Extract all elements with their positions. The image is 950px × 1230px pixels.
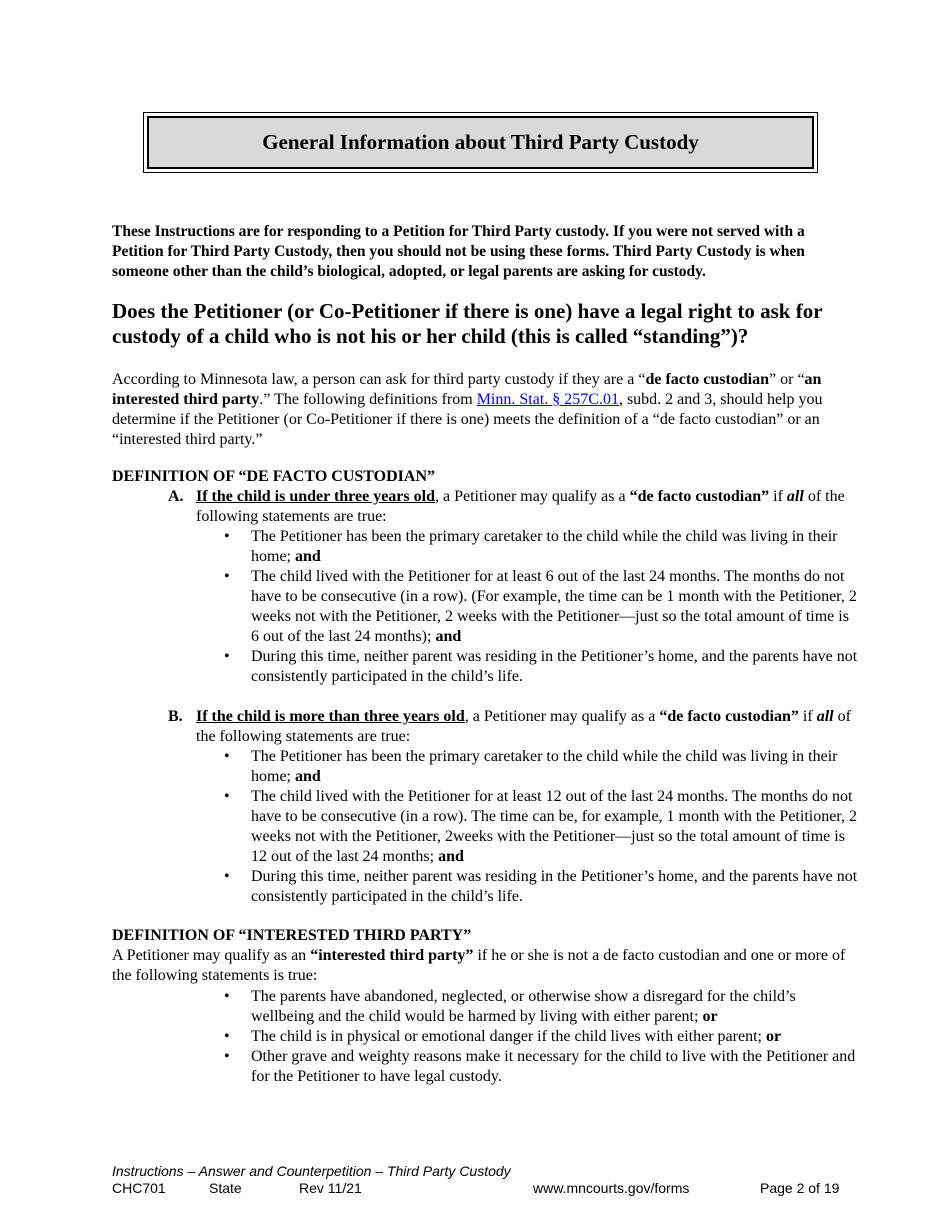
itp-list-container (168, 987, 868, 1087)
form-state: State (209, 1180, 242, 1196)
bullet-list (224, 747, 868, 907)
footer-url: www.mncourts.gov/forms (533, 1180, 690, 1196)
intro-paragraph: These Instructions are for responding to a Petition for Third Party custody. If you were not served with a Petition for Third Party Custody, then you should not be using these forms. Third Party Custody is when someone other than the child’s biological, adopted, or legal parents are asking for custody. (112, 223, 805, 280)
definition-b (168, 707, 868, 907)
bullet-list (224, 987, 868, 1087)
list-item: • During this time, neither parent was residing in the Petitioner’s home, and the parents have not consistently participated in the child’s life. (224, 867, 858, 907)
item-letter: B. (168, 708, 183, 725)
item-lead-text: If the child is under three years old, a Petitioner may qualify as a “de facto custodian” if all of the following statements are true: (196, 488, 845, 525)
list-item: • The parents have abandoned, neglected, or otherwise show a disregard for the child’s wellbeing and the child would be harmed by living with either parent; or (224, 987, 858, 1027)
page-number: Page 2 of 19 (760, 1180, 840, 1196)
item-lead-text: If the child is more than three years old, a Petitioner may qualify as a “de facto custodian” if all of the following statements are true: (196, 708, 851, 745)
interested-third-party-heading: DEFINITION OF “INTERESTED THIRD PARTY” (112, 927, 472, 944)
definition-a (168, 487, 868, 687)
list-item: • The child lived with the Petitioner for at least 12 out of the last 24 months. The months do not have to be consecutive (in a row). The time can be, for example, 1 month with the Petitioner, 2 weeks not with the Petitioner, 2weeks with the Petitioner—just so the total amount of time is 12 out of the last 24 months; and (224, 787, 858, 867)
title-box (143, 112, 818, 173)
revision-date: Rev 11/21 (299, 1180, 362, 1196)
footer-title: Instructions – Answer and Counterpetition – Third Party Custody (112, 1163, 511, 1179)
law-paragraph: According to Minnesota law, a person can ask for third party custody if they are a “de facto custodian” or “an interested third party.” The following definitions from Minn. Stat. § 257C.01, subd. 2 and 3, should help you determine if the Petitioner (or Co-Petitioner if there is one) meets the definition of a “de facto custodian” or an “interested third party.” (112, 371, 823, 448)
statute-link[interactable]: Minn. Stat. § 257C.01 (476, 391, 619, 408)
item-letter: A. (168, 488, 184, 505)
list-item: • The Petitioner has been the primary caretaker to the child while the child was living in their home; and (224, 527, 858, 567)
page-title: General Information about Third Party Custody (262, 130, 699, 154)
list-item: • The Petitioner has been the primary caretaker to the child while the child was living in their home; and (224, 747, 858, 787)
itp-paragraph: A Petitioner may qualify as an “interested third party” if he or she is not a de facto custodian and one or more of the following statements is true: (112, 947, 846, 984)
standing-question-heading: Does the Petitioner (or Co-Petitioner if there is one) have a legal right to ask for custody of a child who is not his or her child (this is called “standing”)? (112, 299, 823, 348)
bullet-list (224, 527, 868, 687)
list-item: • The child is in physical or emotional danger if the child lives with either parent; or (224, 1027, 858, 1047)
list-item: • Other grave and weighty reasons make it necessary for the child to live with the Petitioner and for the Petitioner to have legal custody. (224, 1047, 858, 1087)
list-item: • During this time, neither parent was residing in the Petitioner’s home, and the parents have not consistently participated in the child’s life. (224, 647, 858, 687)
page-footer (112, 1163, 872, 1197)
list-item: • The child lived with the Petitioner for at least 6 out of the last 24 months. The months do not have to be consecutive (in a row). (For example, the time can be 1 month with the Petitioner, 2 weeks not with the Petitioner, 2 weeks with the Petitioner—just so the total amount of time is 6 out of the last 24 months); and (224, 567, 858, 647)
de-facto-custodian-heading: DEFINITION OF “DE FACTO CUSTODIAN” (112, 468, 436, 485)
form-number: CHC701 (112, 1180, 166, 1196)
